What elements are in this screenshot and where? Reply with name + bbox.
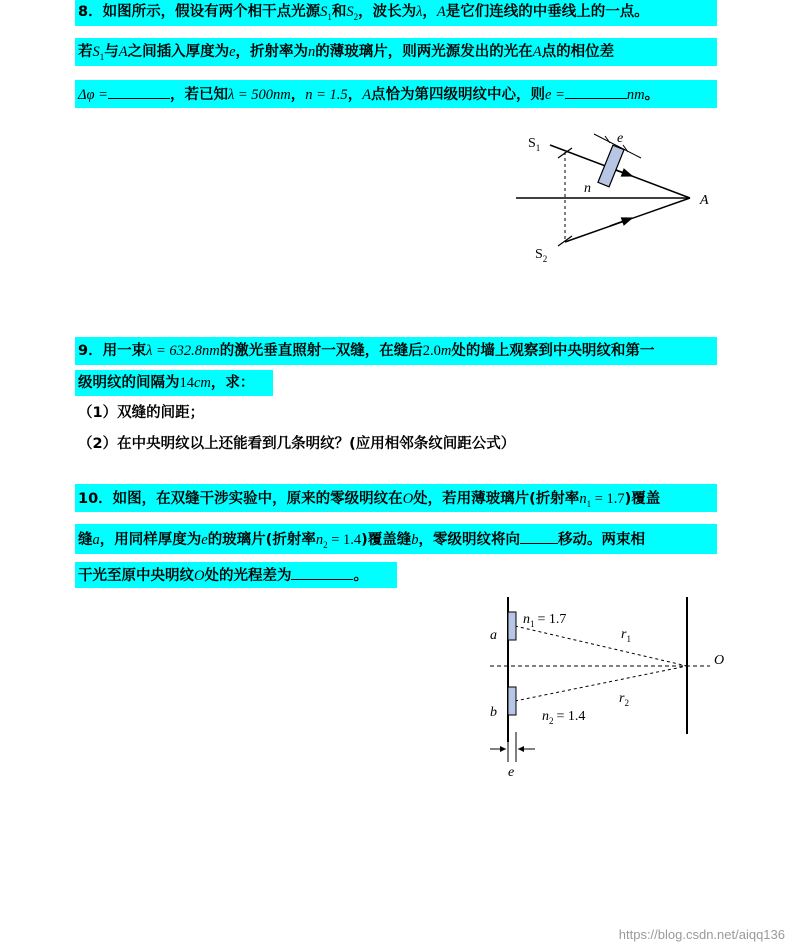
glass-plate-b bbox=[508, 687, 516, 715]
answer-blank-direction[interactable] bbox=[520, 530, 558, 544]
label-n2: $n_2 = 1.4$ bbox=[542, 709, 586, 726]
label-b: b bbox=[490, 705, 497, 720]
ray-r1 bbox=[515, 626, 687, 666]
ray-s2-arrow bbox=[610, 218, 632, 226]
q9-line1: 9．用一束λ = 632.8nm的激光垂直照射一双缝，在缝后2.0m处的墙上观察到中央明纹和第一 bbox=[78, 343, 655, 359]
q10-figure bbox=[485, 592, 735, 782]
q9-line2: 级明纹的间隔为14cm，求： bbox=[78, 375, 255, 391]
ray-r2 bbox=[515, 666, 687, 701]
q8-line3: Δφ = ，若已知λ = 500nm，n = 1.5，A点恰为第四级明纹中心，则e = nm。 bbox=[78, 87, 660, 103]
answer-blank-path-difference[interactable] bbox=[291, 566, 353, 580]
watermark: https://blog.csdn.net/aiqq136 bbox=[618, 927, 785, 942]
q9-sub1: （1）双缝的间距； bbox=[78, 405, 205, 421]
label-r1: $r_1$ bbox=[621, 627, 631, 644]
label-e: e bbox=[617, 131, 624, 146]
label-e: e bbox=[508, 765, 515, 780]
q8-figure bbox=[510, 130, 730, 270]
label-n1: $n_1 = 1.7$ bbox=[523, 612, 567, 629]
label-r2: $r_2$ bbox=[619, 691, 629, 708]
q9-sub2: （2）在中央明纹以上还能看到几条明纹？(应用相邻条纹间距公式） bbox=[78, 436, 516, 452]
q10-line3: 干光至原中央明纹O处的光程差为 。 bbox=[78, 568, 368, 584]
glass-slab bbox=[598, 145, 624, 187]
label-O: O bbox=[714, 653, 725, 668]
label-S1: $S_1$ bbox=[528, 136, 541, 153]
label-A: A bbox=[700, 193, 709, 208]
q8-line1: 8．如图所示，假设有两个相干点光源$S_1$和$S_2$，波长为λ，A是它们连线的中垂线上的一点。 bbox=[78, 4, 649, 22]
q10-line2: 缝a，用同样厚度为e的玻璃片(折射率$n_2 = 1.4$)覆盖缝b，零级明纹将向 移动。两束相 bbox=[78, 532, 646, 550]
glass-plate-a bbox=[508, 612, 516, 640]
q8-line2: 若$S_1$与A之间插入厚度为e，折射率为n的薄玻璃片，则两光源发出的光在A点的相位差 bbox=[78, 44, 615, 62]
answer-blank-phase[interactable] bbox=[108, 85, 170, 99]
thickness-arrowhead-left bbox=[500, 746, 506, 752]
label-n: n bbox=[584, 181, 591, 196]
thickness-arrowhead-right bbox=[518, 746, 524, 752]
label-a: a bbox=[490, 628, 497, 643]
q10-line1: 10．如图，在双缝干涉实验中，原来的零级明纹在O处，若用薄玻璃片(折射率$n_1 = 1.7$)覆盖 bbox=[78, 491, 661, 509]
label-S2: $S_2$ bbox=[535, 247, 548, 264]
answer-blank-thickness[interactable] bbox=[565, 85, 627, 99]
